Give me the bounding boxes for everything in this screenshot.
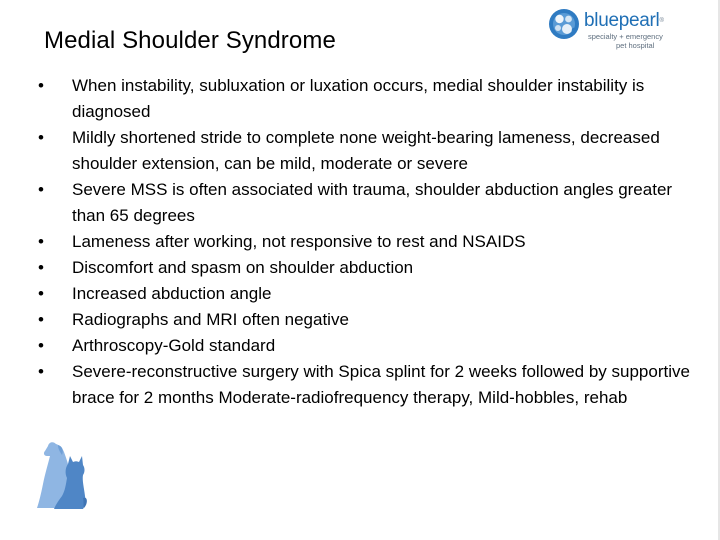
bullet-text: Severe MSS is often associated with trauma, shoulder abduction angles greater than 65 degrees xyxy=(72,180,673,225)
bullet-text: Radiographs and MRI often negative xyxy=(72,310,349,329)
bullet-text: Arthroscopy-Gold standard xyxy=(72,336,276,355)
bullet-marker: • xyxy=(38,180,44,199)
list-item xyxy=(36,229,706,255)
bullet-text: Increased abduction angle xyxy=(72,284,272,303)
bullet-text: When instability, subluxation or luxation occurs, medial shoulder instability is diagnosed xyxy=(72,76,645,121)
list-item xyxy=(36,125,706,177)
bullet-marker: • xyxy=(38,336,44,355)
bullet-marker: • xyxy=(38,258,44,277)
bullet-text: Mildly shortened stride to complete none weight-bearing lameness, decreased shoulder extension, can be mild, moderate or severe xyxy=(72,128,660,173)
logo-tagline-line1: specialty + emergency xyxy=(588,32,663,41)
list-item xyxy=(36,307,706,333)
bullet-marker: • xyxy=(38,310,44,329)
bullet-marker: • xyxy=(38,284,44,303)
list-item xyxy=(36,359,706,411)
bullet-list xyxy=(36,73,706,411)
slide-title: Medial Shoulder Syndrome xyxy=(44,27,336,54)
bullet-text: Discomfort and spasm on shoulder abduction xyxy=(72,258,414,277)
bullet-text: Lameness after working, not responsive to rest and NSAIDS xyxy=(72,232,526,251)
list-item xyxy=(36,177,706,229)
list-item xyxy=(36,73,706,125)
bluepearl-logo xyxy=(546,6,686,54)
bullet-text: Severe-reconstructive surgery with Spica splint for 2 weeks followed by supportive brace for 2 months Moderate-radiofrequency therapy, Mild-hobbles, rehab xyxy=(72,362,690,407)
bullet-marker: • xyxy=(38,76,44,95)
pearl-logo-icon xyxy=(546,6,582,42)
logo-tagline-line2: pet hospital xyxy=(616,41,655,50)
logo-brand-text: bluepearl xyxy=(584,10,660,31)
registered-mark: ® xyxy=(659,18,664,24)
list-item xyxy=(36,281,706,307)
logo-wordmark xyxy=(584,11,664,31)
bullet-marker: • xyxy=(38,232,44,251)
dog-and-cat-silhouette-icon xyxy=(34,438,88,512)
bullet-marker: • xyxy=(38,362,44,381)
list-item xyxy=(36,333,706,359)
list-item xyxy=(36,255,706,281)
bullet-marker: • xyxy=(38,128,44,147)
